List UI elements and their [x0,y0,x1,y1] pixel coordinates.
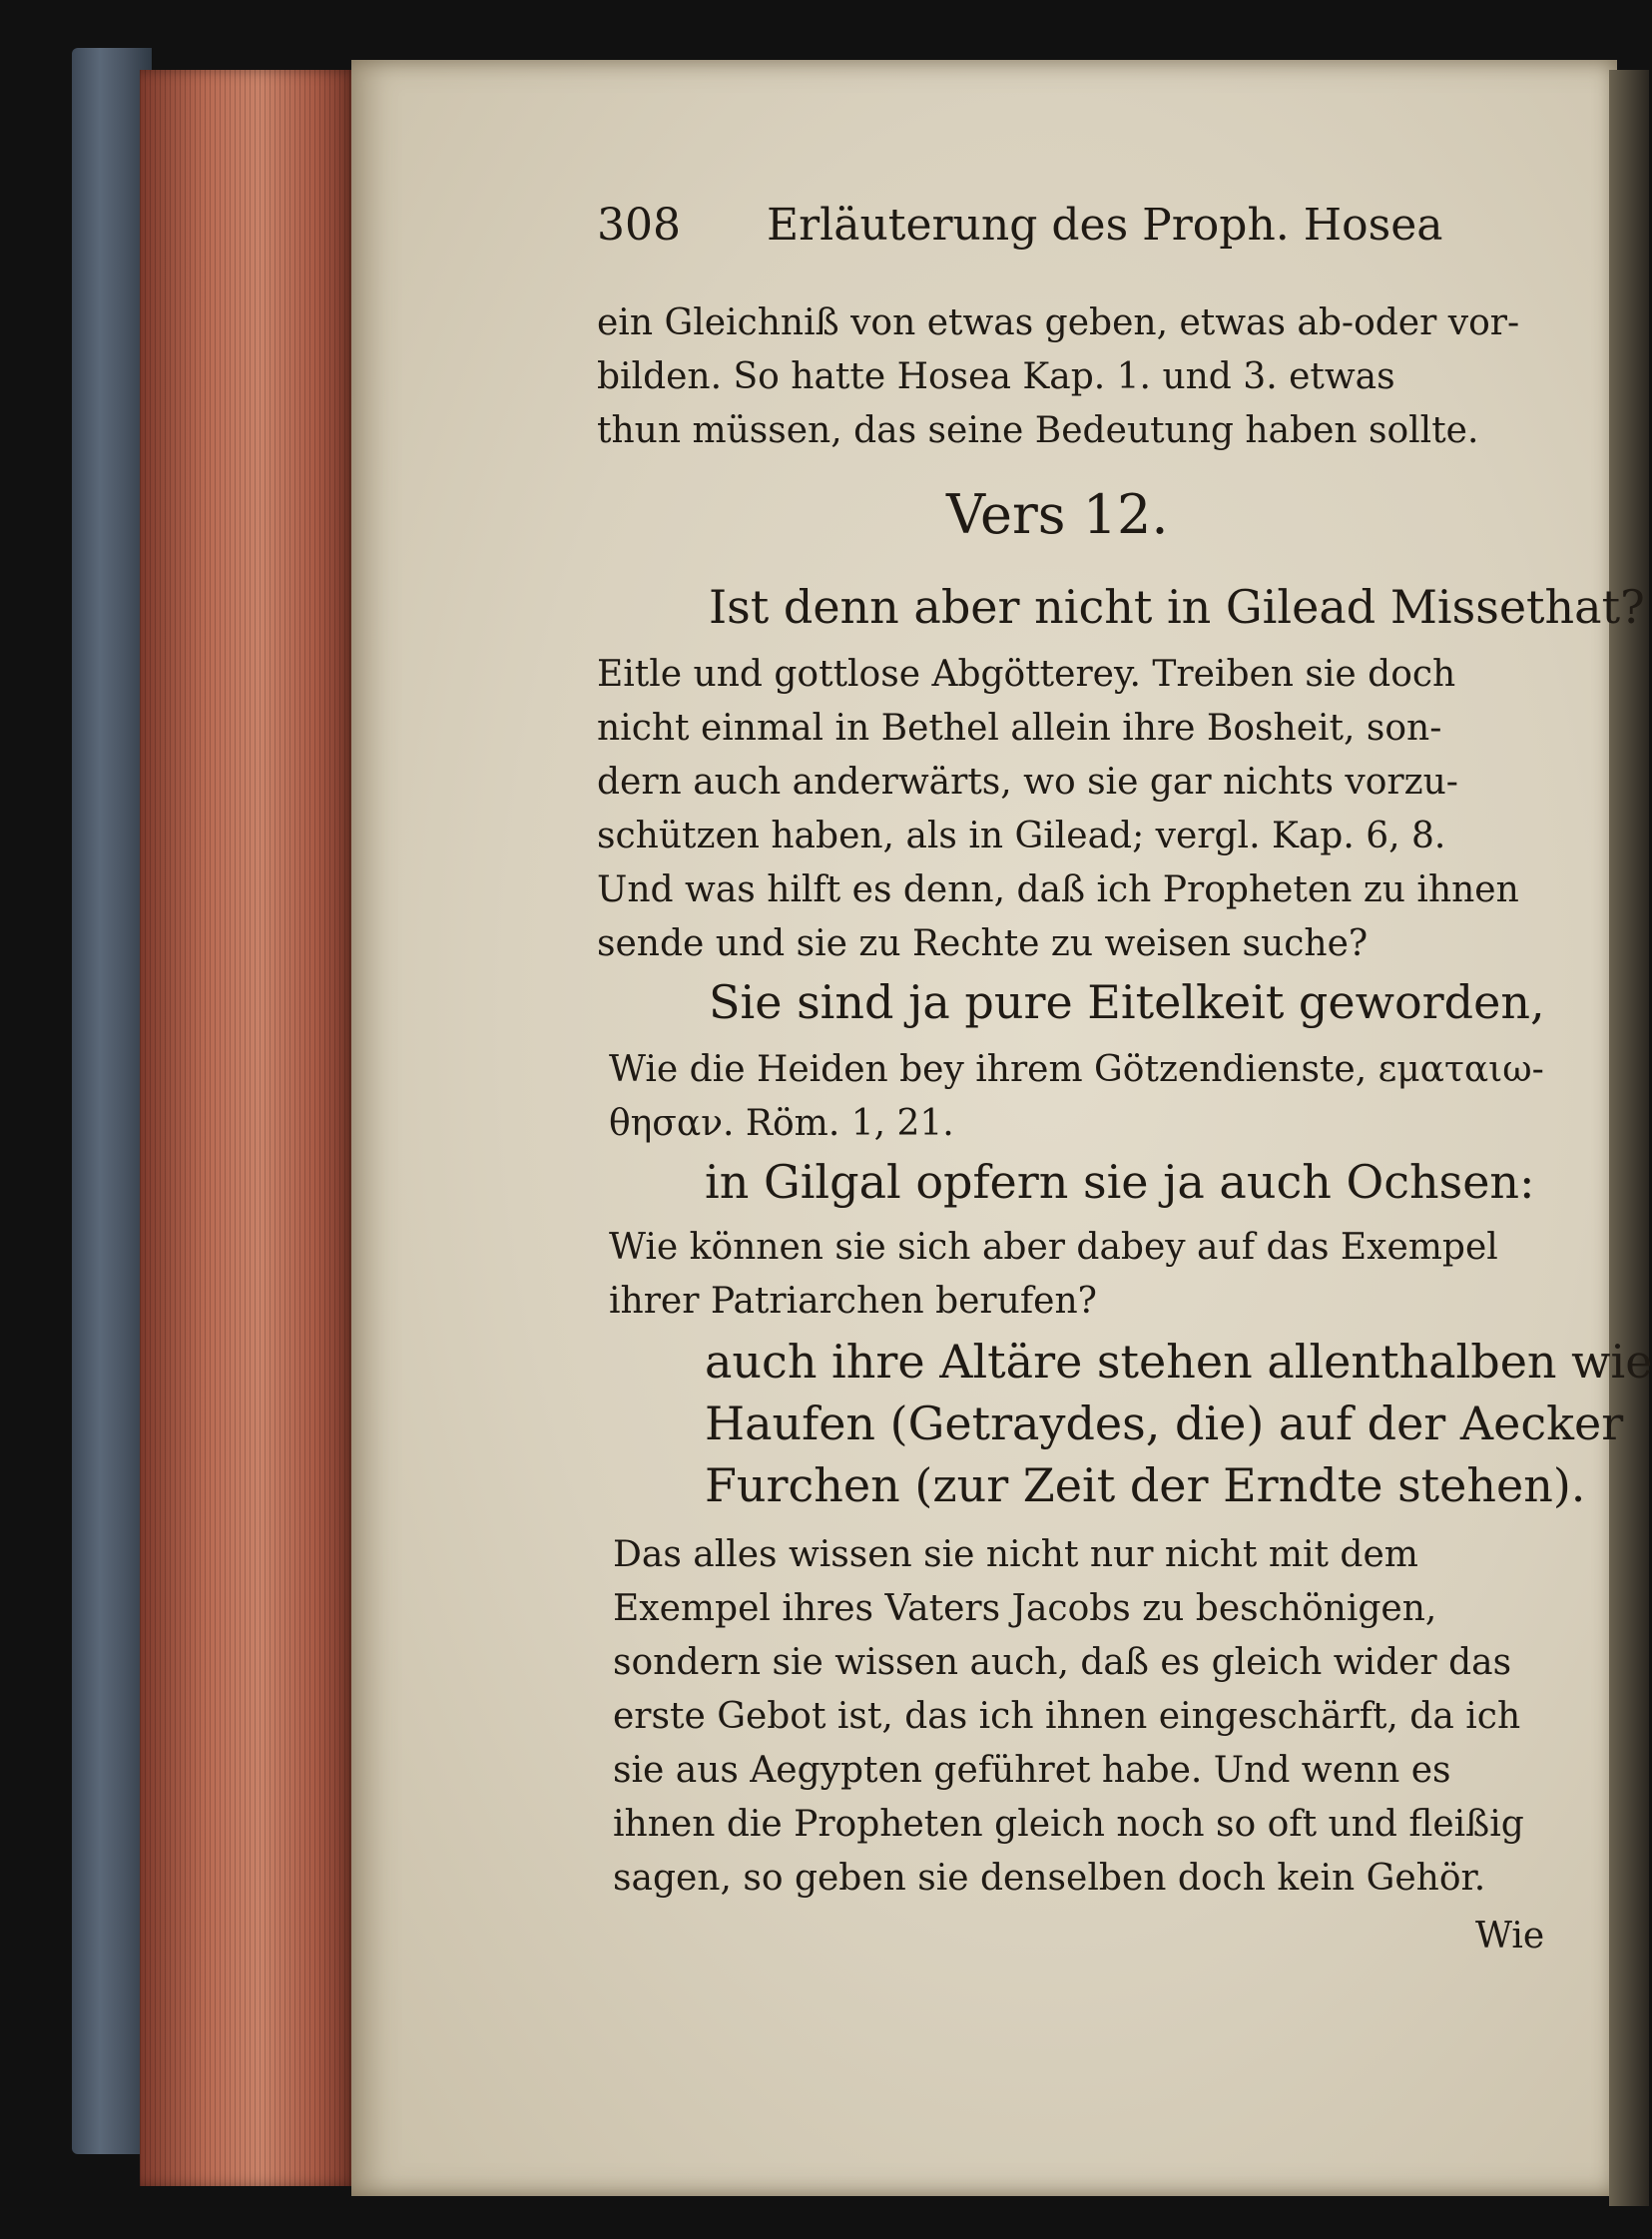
text-line: sondern sie wissen auch, daß es gleich wider das [613,1642,1512,1683]
text-line: Exempel ihres Vaters Jacobs zu beschönigen, [613,1588,1437,1629]
text-line: ihnen die Propheten gleich noch so oft und fleißig [613,1804,1524,1845]
verse-heading: Vers 12. [946,483,1169,546]
verse-text: Sie sind ja pure Eitelkeit geworden, [709,975,1545,1029]
verse-text: auch ihre Altäre stehen allenthalben wie [705,1335,1652,1389]
text-line: dern auch anderwärts, wo sie gar nichts vorzu- [597,762,1458,803]
catchword: Wie [1475,1916,1545,1957]
verse-text: in Gilgal opfern sie ja auch Ochsen: [705,1155,1535,1209]
text-line: schützen haben, als in Gilead; vergl. Kap. 6, 8. [597,816,1446,856]
book-gutter [1609,70,1649,2206]
text-line: ein Gleichniß von etwas geben, etwas ab-oder vor- [597,302,1520,343]
text-line: sende und sie zu Rechte zu weisen suche? [597,923,1369,964]
page-number: 308 [597,200,681,251]
text-line: Wie die Heiden bey ihrem Götzendienste, εματαιω- [609,1049,1544,1090]
text-line: nicht einmal in Bethel allein ihre Bosheit, son- [597,708,1442,749]
page-block-edge [140,70,359,2186]
verse-text: Ist denn aber nicht in Gilead Missethat? [709,580,1645,634]
text-line: Das alles wissen sie nicht nur nicht mit dem [613,1534,1418,1575]
text-line: erste Gebot ist, das ich ihnen eingeschärft, da ich [613,1696,1521,1737]
text-line: bilden. So hatte Hosea Kap. 1. und 3. etwas [597,356,1395,397]
text-line: sagen, so geben sie denselben doch kein Gehör. [613,1858,1486,1899]
text-line: ihrer Patriarchen berufen? [609,1281,1097,1322]
text-line: thun müssen, das seine Bedeutung haben sollte. [597,410,1479,451]
verse-text: Furchen (zur Zeit der Erndte stehen). [705,1458,1586,1512]
text-line: Und was hilft es denn, daß ich Propheten zu ihnen [597,869,1519,910]
verse-text: Haufen (Getraydes, die) auf der Aecker [705,1397,1624,1450]
text-line: θησαν. Röm. 1, 21. [609,1103,954,1144]
running-head: Erläuterung des Proph. Hosea [767,200,1443,251]
text-line: sie aus Aegypten geführet habe. Und wenn es [613,1750,1451,1791]
text-line: Eitle und gottlose Abgötterey. Treiben sie doch [597,654,1456,695]
text-line: Wie können sie sich aber dabey auf das Exempel [609,1227,1498,1268]
